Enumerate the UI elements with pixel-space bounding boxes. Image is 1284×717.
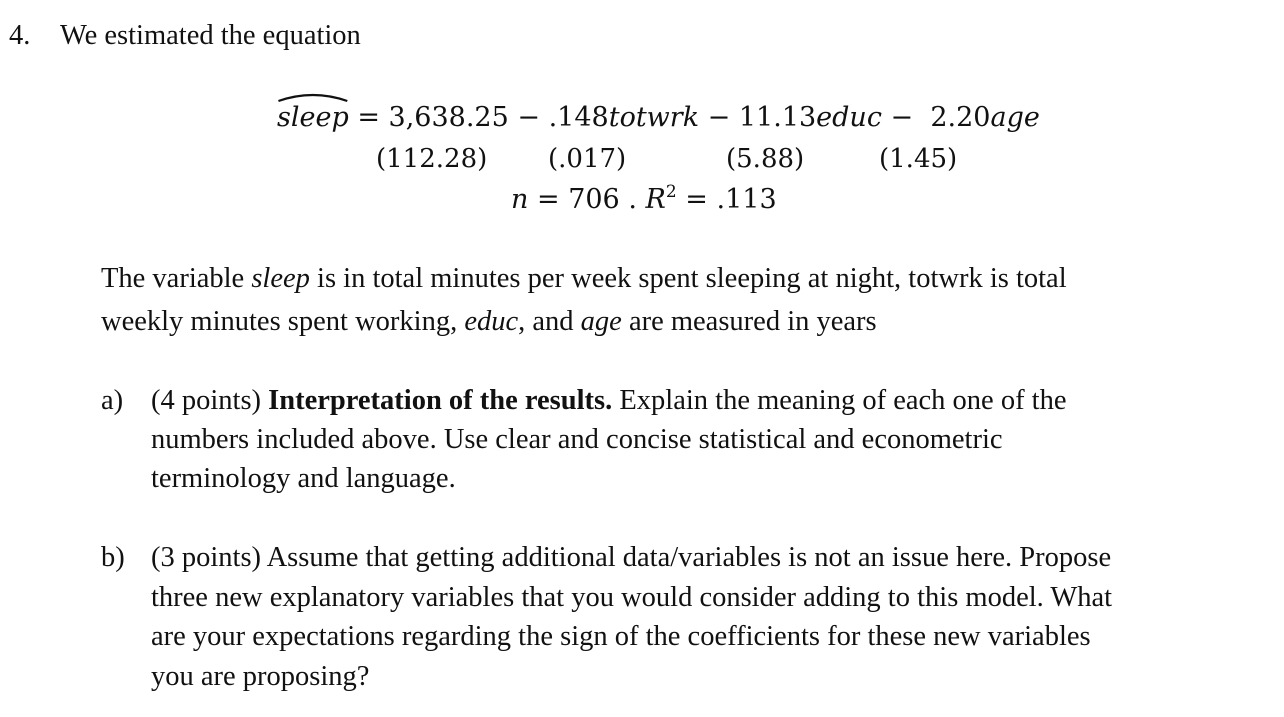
sleep-term: sleep — [251, 263, 310, 294]
question-number: 4. — [9, 20, 31, 51]
n-label: n — [511, 184, 529, 215]
question-intro: We estimated the equation — [60, 20, 361, 51]
r2-exponent: 2 — [665, 182, 677, 202]
part-a-label: a) — [101, 385, 124, 416]
minus-sign: − — [707, 102, 731, 133]
se-totwrk: (.017) — [548, 144, 627, 174]
model-stats — [511, 183, 777, 217]
part-b-line-3: are your expectations regarding the sign of the coefficients for these new variables — [151, 621, 1091, 652]
se-age: (1.45) — [879, 144, 958, 174]
r2-label: R — [645, 184, 666, 215]
separator: . — [628, 184, 637, 215]
part-b-line-1: (3 points) Assume that getting additional data/variables is not an issue here. Propose — [151, 542, 1112, 573]
var-totwrk: totwrk — [608, 102, 700, 133]
se-intercept: (112.28) — [376, 144, 488, 174]
part-b-line-2: three new explanatory variables that you would consider adding to this model. What — [151, 582, 1113, 613]
coef-age: 2.20 — [930, 102, 991, 133]
regression-equation — [277, 101, 1040, 135]
coef-educ: 11.13 — [738, 102, 817, 133]
lhs-variable: sleep — [277, 102, 349, 133]
part-a-line-2: numbers included above. Use clear and concise statistical and econometric — [151, 424, 1003, 455]
equals-sign: = — [685, 184, 708, 215]
coef-totwrk: .148 — [548, 102, 609, 133]
part-a-line-1: (4 points) Interpretation of the results. Explain the meaning of each one of the — [151, 385, 1067, 416]
age-term: age — [580, 306, 622, 337]
wide-hat-icon — [277, 91, 349, 103]
part-a-line-3: terminology and language. — [151, 463, 456, 494]
equals-sign: = — [357, 102, 380, 133]
description-line-2: weekly minutes spent working, educ, and age are measured in years — [101, 306, 877, 337]
description-line-1: The variable sleep is in total minutes per week spent sleeping at night, totwrk is total — [101, 263, 1067, 294]
var-educ: educ — [816, 102, 882, 133]
part-b-label: b) — [101, 542, 125, 573]
minus-sign: − — [517, 102, 540, 133]
sleep-hat — [277, 101, 349, 135]
n-value: 706 — [568, 184, 620, 215]
intercept: 3,638.25 — [388, 102, 509, 133]
educ-term: educ — [464, 306, 519, 337]
se-educ: (5.88) — [726, 144, 805, 174]
part-a-heading: Interpretation of the results. — [268, 385, 613, 416]
minus-sign: − — [890, 102, 914, 133]
part-b-line-4: you are proposing? — [151, 661, 370, 692]
var-age: age — [990, 102, 1040, 133]
equals-sign: = — [536, 184, 560, 215]
r2-value: .113 — [716, 184, 777, 215]
